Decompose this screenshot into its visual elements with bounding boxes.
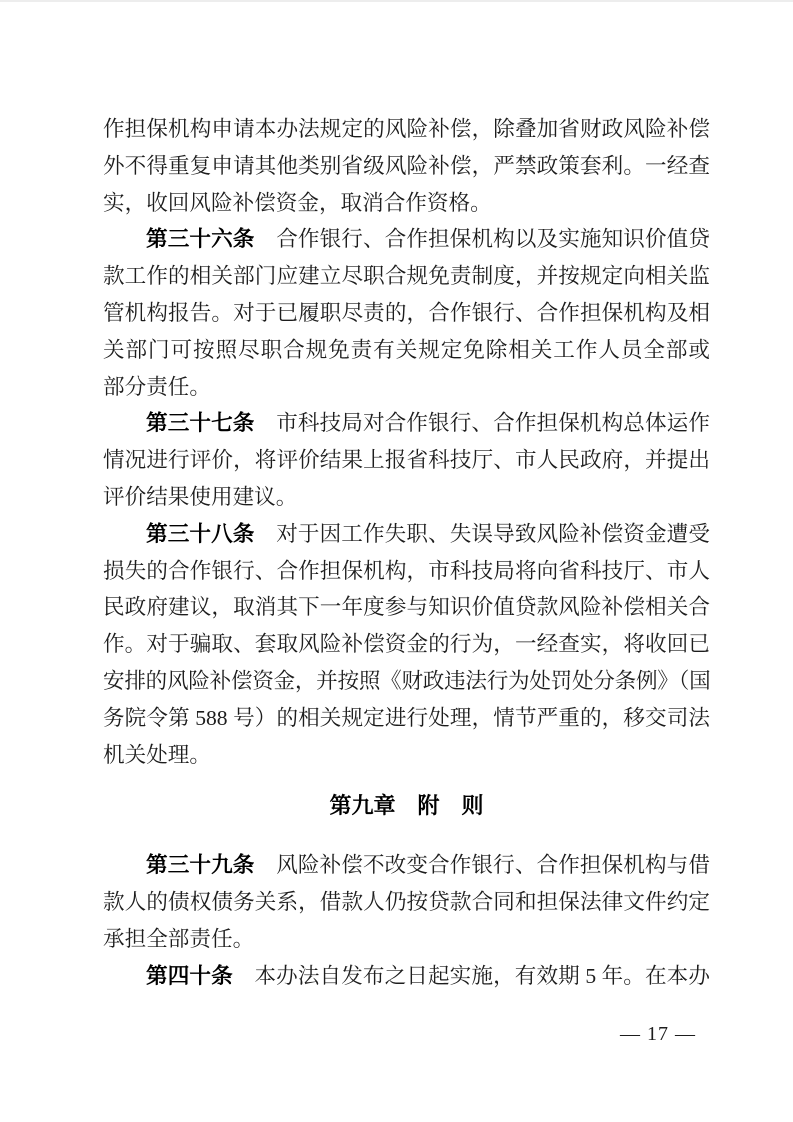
- text-line: 评价结果使用建议。: [103, 484, 298, 509]
- text-line: 机关处理。: [103, 742, 211, 767]
- article-number: 第三十九条: [146, 853, 255, 878]
- text-line: 承担全部责任。: [103, 926, 255, 951]
- line-text: 市科技局对合作银行、合作担保机构总体运作: [276, 411, 710, 436]
- text-line: 作。对于骗取、套取风险补偿资金的行为，一经查实，将收回已: [103, 632, 710, 657]
- text-line: 作担保机构申请本办法规定的风险补偿，除叠加省财政风险补偿: [103, 117, 710, 141]
- article-number: 第四十条: [146, 963, 233, 988]
- chapter-heading: 第九章 附 则: [329, 793, 484, 819]
- text-line: [103, 516, 710, 553]
- text-line: 实，收回风险补偿资金，取消合作资格。: [103, 190, 492, 215]
- text-line: 损失的合作银行、合作担保机构，市科技局将向省科技厅、市人: [103, 558, 710, 583]
- text-line: 安排的风险补偿资金，并按照《财政违法行为处罚处分条例》（国: [103, 668, 710, 693]
- text-line: 款工作的相关部门应建立尽职合规免责制度，并按规定向相关监: [103, 264, 710, 289]
- text-line: 情况进行评价，将评价结果上报省科技厅、市人民政府，并提出: [103, 448, 710, 473]
- scan-edge-artifact: [0, 0, 793, 2]
- article-number: 第三十六条: [146, 227, 255, 252]
- body-text: [103, 111, 710, 994]
- line-text: 合作银行、合作担保机构以及实施知识价值贷: [276, 227, 710, 252]
- text-line: [103, 847, 710, 884]
- article-number: 第三十七条: [146, 411, 255, 436]
- text-line: [103, 405, 710, 442]
- article-number: 第三十八条: [146, 521, 255, 546]
- line-text: 对于因工作失职、失误导致风险补偿资金遭受: [276, 521, 710, 546]
- text-line: 关部门可按照尽职合规免责有关规定免除相关工作人员全部或: [103, 337, 710, 362]
- text-line: 部分责任。: [103, 374, 211, 399]
- text-line: [103, 958, 710, 995]
- text-line: 民政府建议，取消其下一年度参与知识价值贷款风险补偿相关合: [103, 595, 710, 620]
- text-line: 务院令第 588 号）的相关规定进行处理，情节严重的，移交司法: [103, 705, 710, 730]
- text-line: 外不得重复申请其他类别省级风险补偿，严禁政策套利。一经查: [103, 153, 710, 178]
- text-line: 款人的债权债务关系，借款人仍按贷款合同和担保法律文件约定: [103, 889, 710, 914]
- text-line: [103, 221, 710, 258]
- line-text: 本办法自发布之日起实施，有效期 5 年。在本办: [254, 963, 710, 988]
- line-text: 风险补偿不改变合作银行、合作担保机构与借: [276, 853, 710, 878]
- page-number: — 17 —: [620, 1023, 696, 1045]
- text-line: 管机构报告。对于已履职尽责的，合作银行、合作担保机构及相: [103, 300, 710, 325]
